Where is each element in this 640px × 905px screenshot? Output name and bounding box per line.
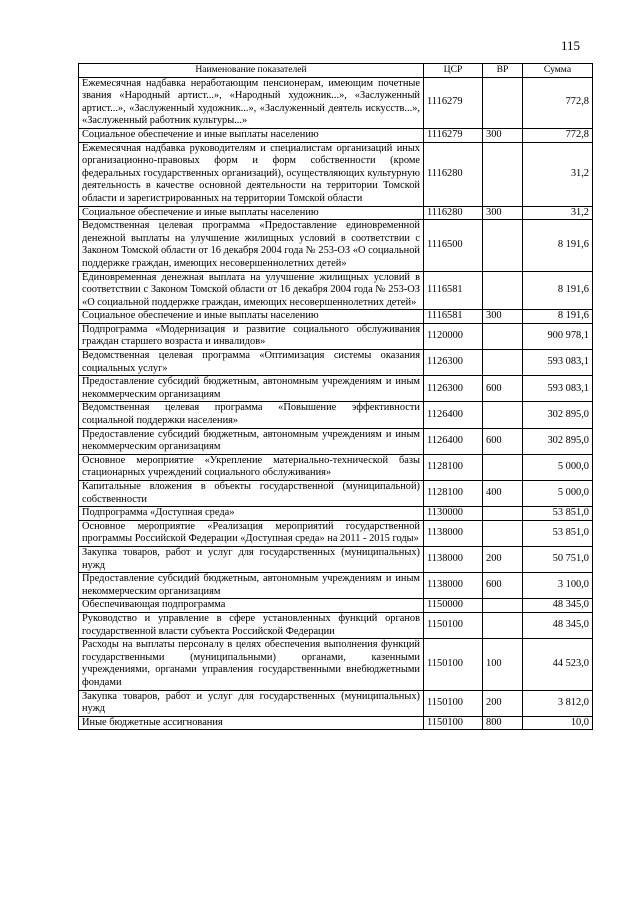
indicator-name-cell: Социальное обеспечение и иные выплаты населению bbox=[79, 128, 424, 142]
table-row bbox=[79, 507, 593, 521]
vr-code-cell bbox=[483, 612, 523, 638]
vr-code-cell bbox=[483, 323, 523, 349]
csr-code-cell: 1150100 bbox=[424, 690, 483, 716]
indicator-name-cell: Ежемесячная надбавка руководителям и специалистам организаций иных организационно-правовых форм и форм собственности (кроме федеральных государственных организаций), осуществляющих культурную деятельность в качестве основной деятельности на территории Томской области и зарегистрированных на территории Томской области bbox=[79, 142, 424, 206]
vr-code-cell: 800 bbox=[483, 716, 523, 730]
table-row bbox=[79, 573, 593, 599]
vr-code-cell: 100 bbox=[483, 639, 523, 690]
csr-code-cell: 1150100 bbox=[424, 612, 483, 638]
csr-code-cell: 1116280 bbox=[424, 142, 483, 206]
indicator-name-cell: Ведомственная целевая программа «Повышение эффективности социальной поддержки населения» bbox=[79, 402, 424, 428]
vr-code-cell bbox=[483, 350, 523, 376]
sum-cell: 31,2 bbox=[523, 142, 593, 206]
table-row bbox=[79, 271, 593, 310]
table-row bbox=[79, 206, 593, 220]
indicator-name-cell: Единовременная денежная выплата на улучшение жилищных условий в соответствии с Законом Томской области от 16 декабря 2004 года № 253-ОЗ «О социальной поддержке граждан, имеющих несовершеннолетних детей» bbox=[79, 271, 424, 310]
vr-code-cell bbox=[483, 142, 523, 206]
table-row bbox=[79, 612, 593, 638]
csr-code-cell: 1126400 bbox=[424, 402, 483, 428]
indicator-name-cell: Социальное обеспечение и иные выплаты населению bbox=[79, 310, 424, 324]
csr-code-cell: 1116279 bbox=[424, 77, 483, 128]
vr-code-cell bbox=[483, 599, 523, 613]
vr-code-cell bbox=[483, 520, 523, 546]
indicator-name-cell: Основное мероприятие «Укрепление материально-технической базы стационарных учреждений социального обслуживания» bbox=[79, 454, 424, 480]
table-row bbox=[79, 690, 593, 716]
sum-cell: 31,2 bbox=[523, 206, 593, 220]
indicator-name-cell: Ведомственная целевая программа «Предоставление единовременной денежной выплаты на улучшение жилищных условий в соответствии с Законом Томской области от 16 декабря 2004 года № 253-ОЗ «О социальной поддержке граждан, имеющих несовершеннолетних детей» bbox=[79, 220, 424, 271]
vr-code-cell bbox=[483, 77, 523, 128]
indicator-name-cell: Основное мероприятие «Реализация мероприятий государственной программы Российской Федерации «Доступная среда» на 2011 - 2015 годы» bbox=[79, 520, 424, 546]
table-row bbox=[79, 323, 593, 349]
sum-cell: 50 751,0 bbox=[523, 546, 593, 572]
indicator-name-cell: Иные бюджетные ассигнования bbox=[79, 716, 424, 730]
table-row bbox=[79, 454, 593, 480]
csr-code-cell: 1126300 bbox=[424, 350, 483, 376]
csr-code-cell: 1120000 bbox=[424, 323, 483, 349]
sum-cell: 44 523,0 bbox=[523, 639, 593, 690]
table-row bbox=[79, 142, 593, 206]
csr-code-cell: 1126300 bbox=[424, 376, 483, 402]
indicator-name-cell: Закупка товаров, работ и услуг для государственных (муниципальных) нужд bbox=[79, 690, 424, 716]
vr-code-cell: 300 bbox=[483, 128, 523, 142]
indicator-name-cell: Закупка товаров, работ и услуг для государственных (муниципальных) нужд bbox=[79, 546, 424, 572]
vr-code-cell bbox=[483, 271, 523, 310]
sum-cell: 900 978,1 bbox=[523, 323, 593, 349]
column-header-name: Наименование показателей bbox=[79, 64, 424, 78]
sum-cell: 593 083,1 bbox=[523, 350, 593, 376]
csr-code-cell: 1130000 bbox=[424, 507, 483, 521]
sum-cell: 5 000,0 bbox=[523, 454, 593, 480]
vr-code-cell bbox=[483, 454, 523, 480]
table-row bbox=[79, 310, 593, 324]
table-row bbox=[79, 639, 593, 690]
indicator-name-cell: Подпрограмма «Модернизация и развитие социального обслуживания граждан старшего возраста и инвалидов» bbox=[79, 323, 424, 349]
sum-cell: 772,8 bbox=[523, 128, 593, 142]
sum-cell: 593 083,1 bbox=[523, 376, 593, 402]
vr-code-cell: 300 bbox=[483, 310, 523, 324]
csr-code-cell: 1128100 bbox=[424, 454, 483, 480]
indicator-name-cell: Предоставление субсидий бюджетным, автономным учреждениям и иным некоммерческим организациям bbox=[79, 376, 424, 402]
sum-cell: 10,0 bbox=[523, 716, 593, 730]
column-header-csr: ЦСР bbox=[424, 64, 483, 78]
indicator-name-cell: Ведомственная целевая программа «Оптимизация системы оказания социальных услуг» bbox=[79, 350, 424, 376]
csr-code-cell: 1128100 bbox=[424, 481, 483, 507]
indicator-name-cell: Предоставление субсидий бюджетным, автономным учреждениям и иным некоммерческим организациям bbox=[79, 573, 424, 599]
table-row bbox=[79, 599, 593, 613]
sum-cell: 5 000,0 bbox=[523, 481, 593, 507]
indicator-name-cell: Обеспечивающая подпрограмма bbox=[79, 599, 424, 613]
csr-code-cell: 1138000 bbox=[424, 520, 483, 546]
sum-cell: 53 851,0 bbox=[523, 507, 593, 521]
vr-code-cell: 400 bbox=[483, 481, 523, 507]
table-row bbox=[79, 546, 593, 572]
csr-code-cell: 1116280 bbox=[424, 206, 483, 220]
sum-cell: 8 191,6 bbox=[523, 220, 593, 271]
vr-code-cell: 600 bbox=[483, 573, 523, 599]
table-row bbox=[79, 350, 593, 376]
vr-code-cell bbox=[483, 220, 523, 271]
vr-code-cell: 600 bbox=[483, 428, 523, 454]
sum-cell: 302 895,0 bbox=[523, 428, 593, 454]
indicator-name-cell: Капитальные вложения в объекты государственной (муниципальной) собственности bbox=[79, 481, 424, 507]
indicator-name-cell: Руководство и управление в сфере установленных функций органов государственной власти субъекта Российской Федерации bbox=[79, 612, 424, 638]
page-number: 115 bbox=[560, 38, 580, 53]
sum-cell: 53 851,0 bbox=[523, 520, 593, 546]
csr-code-cell: 1138000 bbox=[424, 546, 483, 572]
vr-code-cell: 300 bbox=[483, 206, 523, 220]
sum-cell: 3 100,0 bbox=[523, 573, 593, 599]
table-row bbox=[79, 481, 593, 507]
table-body bbox=[79, 77, 593, 730]
table-header-row bbox=[79, 64, 593, 78]
indicator-name-cell: Ежемесячная надбавка неработающим пенсионерам, имеющим почетные звания «Народный артист...», «Народный художник...», «Заслуженный артист...», «Заслуженный художник...», «Заслуженный деятель искусств...», «Заслуженный работник культуры...» bbox=[79, 77, 424, 128]
column-header-sum: Сумма bbox=[523, 64, 593, 78]
sum-cell: 772,8 bbox=[523, 77, 593, 128]
vr-code-cell bbox=[483, 402, 523, 428]
column-header-vr: ВР bbox=[483, 64, 523, 78]
vr-code-cell bbox=[483, 507, 523, 521]
budget-table bbox=[78, 63, 593, 730]
csr-code-cell: 1116279 bbox=[424, 128, 483, 142]
csr-code-cell: 1138000 bbox=[424, 573, 483, 599]
csr-code-cell: 1116500 bbox=[424, 220, 483, 271]
table-row bbox=[79, 716, 593, 730]
table-row bbox=[79, 220, 593, 271]
table-row bbox=[79, 428, 593, 454]
table-row bbox=[79, 520, 593, 546]
csr-code-cell: 1126400 bbox=[424, 428, 483, 454]
csr-code-cell: 1150000 bbox=[424, 599, 483, 613]
table-row bbox=[79, 77, 593, 128]
csr-code-cell: 1116581 bbox=[424, 271, 483, 310]
sum-cell: 8 191,6 bbox=[523, 271, 593, 310]
indicator-name-cell: Социальное обеспечение и иные выплаты населению bbox=[79, 206, 424, 220]
csr-code-cell: 1150100 bbox=[424, 639, 483, 690]
vr-code-cell: 600 bbox=[483, 376, 523, 402]
indicator-name-cell: Предоставление субсидий бюджетным, автономным учреждениям и иным некоммерческим организациям bbox=[79, 428, 424, 454]
sum-cell: 48 345,0 bbox=[523, 612, 593, 638]
table-row bbox=[79, 128, 593, 142]
table-row bbox=[79, 402, 593, 428]
sum-cell: 3 812,0 bbox=[523, 690, 593, 716]
indicator-name-cell: Подпрограмма «Доступная среда» bbox=[79, 507, 424, 521]
sum-cell: 302 895,0 bbox=[523, 402, 593, 428]
table-row bbox=[79, 376, 593, 402]
vr-code-cell: 200 bbox=[483, 690, 523, 716]
csr-code-cell: 1150100 bbox=[424, 716, 483, 730]
vr-code-cell: 200 bbox=[483, 546, 523, 572]
indicator-name-cell: Расходы на выплаты персоналу в целях обеспечения выполнения функций государственными (муниципальными) органами, казенными учреждениями, органами управления государственными внебюджетными фондами bbox=[79, 639, 424, 690]
sum-cell: 8 191,6 bbox=[523, 310, 593, 324]
sum-cell: 48 345,0 bbox=[523, 599, 593, 613]
csr-code-cell: 1116581 bbox=[424, 310, 483, 324]
